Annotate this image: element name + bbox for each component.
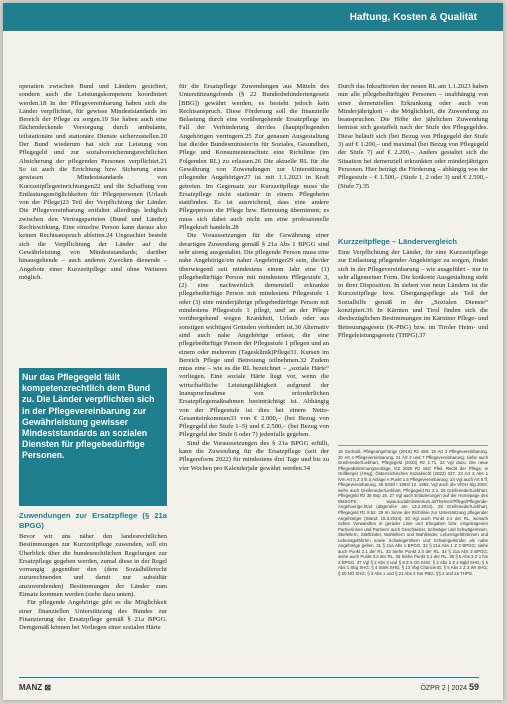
column-1-lower — [19, 511, 167, 633]
journal-issue: ÖZPR 2 | 2024 — [420, 685, 468, 692]
footnotes: 18 Gerhartl, Pflegeangehörige (2018) Rz 459. 19 Art 3 Pflegevereinbarung. 20 Art 4 Pflegevereinbarung. 21 Art 2 und 7 Pflegevereinbarung; siehe auch Greifeneder/Liebhart, Pflegegeld (2023) Rz 1.71. 22 Vgl dazu. Die neue Pflegeabstimmungsvorlage, GZ 2020 Rz 162; Pfeil, Recht der Pflege, in Grillberger (Hrsg), Österreichisches Sozialrecht (2022) 337. 23 Art 3 Abs 1 iVm Art 5 Z 3 lit a Anlage A Punkt 1.5 Pflegevereinbarung. 24 Vgl auch Art 5 ff, Pflegevereinbarung. 25 BGBl I 1993/ 12. 1993. Vgl auch die VfGH Slg 2002; siehe auch Greifeneder/Liebhart, Pflegegeld Rz 2.2. 26 Greifeneder/Liebhart, Pflegegeld Rz 35 Bsp 18. 27 Vgl auch Erläuterungen auf der Homepage des BMSGPK: www.sozialministerium.at/Themen/Pflege/Pflegende-Angehoerige.html (abgerufen am 13.2.2024). 28 Greifeneder/Liebhart, Pflegegeld Rz 8.52. 29 Im Sinne der Richtlinie zur Unterstützung pflegender Angehöriger (Stand: 15.3.2024). 30 Vgl auch Punkt 2.4 der RL, wonach neben Verwandten in gerader Linie und Ehegatten bzw. eingetragenen Partnerinnen und Partnern auch Geschwister, Schwäger und Schwägerinnen, Stiefeltern, Stiefkinder, Wahleltern und Wahlkinder, Lebensgefährtinnen und Lebensgefährten sowie Schwiegereltern und Schwiegerkinder als nahe Angehörige gelten. 31 § 21a Abs 1 BPGG. 32 § 21a Abs 1 Z 2 BPGG; siehe auch Punkt 2.1 der RL. 33 Siehe Punkt 2.3 der RL. 34 § 21a Abs 3 BPGG; siehe auch Punkt 3.2 der RL. 35 Siehe Punkt 3.1 der RL. 36 § 5 Abs 3 Z 1 bis 3 BPGG. 37 Vgl § 2 Abs 4 und § 8 Z 3 Oö SHG; § 3 Abs 2 Z 4 Bgld SHG; § 5 Abs 1 Sbg SHG; § 4 Stmk SHG; § 13 Vbg ChancenG; § 5 Abs 2 Z 3 Wr SHG; § 20 NÖ SHG; § 3 Abs 1 und § 21 Abs 2 Ktn PBG; §§ 2 und 16 THPG. — [338, 445, 488, 577]
page-footer — [420, 682, 479, 692]
paragraph: Eine Verpflichtung der Länder, für eine Kurzzeitpflege zur Entlastung pflegender Angehöriger zu sorgen, findet sich in der Pflegevereinbarung – wie ausgeführt – nur in sehr allgemeiner Form. Die konkrete Ausgestaltung steht in ihrer Disposition. In sieben von neun Ländern ist die Kurzzeitpflege bzw. Übergangspflege als Teil der Sozialhilfe gemäß in der „Sozialen Dienste“ konzipiert.36 In Kärnten und Tirol finden sich die diesbezüglichen Bestimmungen im Kärntner Pflege- und Betreuungsgesetz (K-PBG) bzw. im Tiroler Heim- und Pflegeleistungsgesetz (THPG).37 — [338, 249, 488, 339]
paragraph: für die Ersatzpflege Zuwendungen aus Mitteln des Unterstützungsfonds (§ 22 Bundesbehindertengesetz [BBG]) gewährt werden, es besteht jedoch kein Rechtsanspruch. Diese Förderung soll die finanzielle Belastung durch eine vorübergehende Ersatzpflege im Fall der Verhinderung der/des (hauptpflegenden Angehörigen verringern.25 Zur genauen Ausgestaltung hat die/der Bundesminister/in für Soziales, Gesundheit, Pflege und Konsumentenschutz eine Richtlinie (im Folgenden RL) zu erlassen.26 Die aktuelle RL für die Gewährung von Zuwendungen zur Unterstützung pflegender Angehöriger27 ist mit 1.1.2023 in Kraft getreten. Im Gegensatz zur Kurzzeitpflege muss die Ersatzpflege nicht stationär in einem Pflegeheim stattfinden. Es ist ausreichend, dass eine andere Pflegeperson die Pflege bzw. Betreuung übernimmt; es muss sich dabei auch nicht um eine professionelle Pflegekraft handeln.28 — [179, 83, 329, 232]
section-heading: Kurzzeitpflege – Ländervergleich — [338, 237, 458, 246]
section-title: Haftung, Kosten & Qualität — [349, 12, 477, 23]
paragraph: Bevor wir uns näher den landesrechtlichen Bestimmungen zur Kurzzeitpflege zuwenden, soll ein Überblick über die bundesrechtlichen Regelungen zur Ersatzpflege gegeben werden, zumal diese in der Regel vorrangig gegenüber den (dem Sozialhilferecht zuzurechnenden und damit nur subsidiär anzuwendenden) Bestimmungen der Länder zum Einsatz kommen werden (siehe dazu unten). — [19, 533, 167, 599]
paragraph: Durch das Inkrafttreten der neuen RL am 1.1.2023 haben nun alle pflegebedürftigen Personen – unabhängig von einer demenziellen Erkrankung oder auch von Minderjährigkeit – die Möglichkeit, die Zuwendung zu beanspruchen. Die Höhe der jährlichen Zuwendung bemisst sich gestaffelt nach der Stufe des Pflegegeldes. Diese beläuft sich (bei Bezug von Pflegegeld der Stufe 3) auf € 1.200,– und maximal (bei Bezug von Pflegegeld der Stufe 7) auf € 2.200,–. Anders gestaltet sich die Situation bei demenziell erkrankten oder minderjährigen Personen. Hier beträgt die Förderung – abhängig von der Pflegestufe – € 1.500,– (Stufe 1, 2 oder 3) und € 2.500,– (Stufe 7).35 — [338, 83, 488, 190]
paragraph: Die Voraussetzungen für die Gewährung einer derartigen Zuwendung gemäß § 21a Abs 1 BPGG sind sehr streng ausgestaltet. Die pflegende Person muss eine nahe Angehörige/ein naher Angehöriger29 sein, die/der überwiegend seit mindestens einem Jahr eine (1) pflegebedürftige Person mit mindestens Pflegestufe 3, (2) eine nachweislich demenziell erkrankte pflegebedürftige Person mit mindestens Pflegestufe 1 oder (3) eine minderjährige pflegebedürftige Person mit mindestens Pflegestufe 1 pflegt, und an der Pflege vorübergehend wegen Krankheit, Urlaub oder aus sonstigen wichtigen Gründen verhindert ist.30 Alternativ sind auch nahe Angehörige erfasst, die eine pflegebedürftige Person der Pflegestufe 1 pflegen und an einem oder mehreren (Tagesklinik)Pflege31. Kursen im Bereich Pflege und Betreuung teilnehmen.32 Zudem muss eine – wie es die RL bezeichnet – „soziale Härte“ vorliegen. Eine soziale Härte liegt vor, wenn die wirtschaftliche Leistungsfähigkeit aufgrund der Inanspruchnahme von erforderlichen Ersatzpflegemaßnahmen beeinträchtigt ist. Abhängig von der Pflegestufe ist dies bei einem Netto-Gesamteinkommen33 von € 2.000,– (bei Bezug von Pflegegeld der Stufe 1–5) und € 2.500,– (bei Bezug von Pflegegeld der Stufe 6 oder 7) jedenfalls gegeben. — [179, 232, 329, 439]
paragraph: Sind die Voraussetzungen des § 21a BPGG erfüllt, kann die Zuwendung für die Ersatzpflege (seit der Pflegereform 2022) für mindestens drei Tage und bis zu vier Wochen pro Kalenderjahr gewährt werden.34 — [179, 439, 329, 472]
publisher-logo: MANZ ⊠ — [19, 683, 52, 692]
page-number: 59 — [468, 682, 479, 692]
column-3 — [338, 83, 488, 191]
column-3-lower — [338, 237, 488, 340]
column-1 — [19, 83, 167, 282]
highlight-box: Nur das Pflegegeld fällt kompetenzrechtlich dem Bund zu. Die Länder verpflichten sich in der Pflegevereinbarung zur Gewährleistung gewisser Mindeststandards an sozialen Diensten für pflegebedürftige Personen. — [19, 368, 167, 506]
footer-rule — [19, 677, 479, 678]
paragraph: operation zwischen Bund und Ländern gesichert, sondern auch die Leistungskompetenz koordiniert werden.18 In der Pflegevereinbarung haben sich die Länder verpflichtet, für gewisse Mindeststandards im Bereich der Pflege zu sorgen.19 Sie haben auch eine flächendeckende Versorgung durch ambulante, teilstationäre und stationäre Dienste sicherzustellen.20 Der Bund wiederum hat sich zur Leistung von Pflegegeld und zur sozialversicherungsrechtlichen Absicherung der pflegenden Personen verpflichtet.21 So ist auch die Errichtung bzw. Sicherung eines gewissen Mindeststandards von Kurzzeitpflegeeinrichtungen22 und die Schaffung von Entlastungsmöglichkeiten für Pflegepersonen (Urlaub von der Pflege)23 Teil der Verpflichtung der Länder. Die Pflegevereinbarung entfaltet allerdings lediglich zwischen den Vertragsparteien (Bund und Länder) Rechtswirkung. Eine einzelne Person kann daraus also keinen Rechtsanspruch ableiten.24 Ungeachtet besteht sich die Verpflichtung der Länder auf die Gewährleistung von Mindeststandards; darüber hinausgehende – auch anderen Zwecken dienende – Angebote einer Kurzzeitpflege sind ohne Weiteres möglich. — [19, 83, 167, 281]
document-page — [3, 3, 503, 700]
paragraph: Für pflegende Angehörige gibt es die Möglichkeit einer finanziellen Unterstützung des Bundes zur Finanzierung der Ersatzpflege gemäß § 21a BPGG. Demgemäß können bei Vorliegen einer sozialen Härte — [19, 599, 167, 632]
section-heading: Zuwendungen zur Ersatzpflege (§ 21a BPGG) — [19, 511, 167, 530]
header-bar — [3, 3, 503, 31]
column-2 — [179, 83, 329, 473]
